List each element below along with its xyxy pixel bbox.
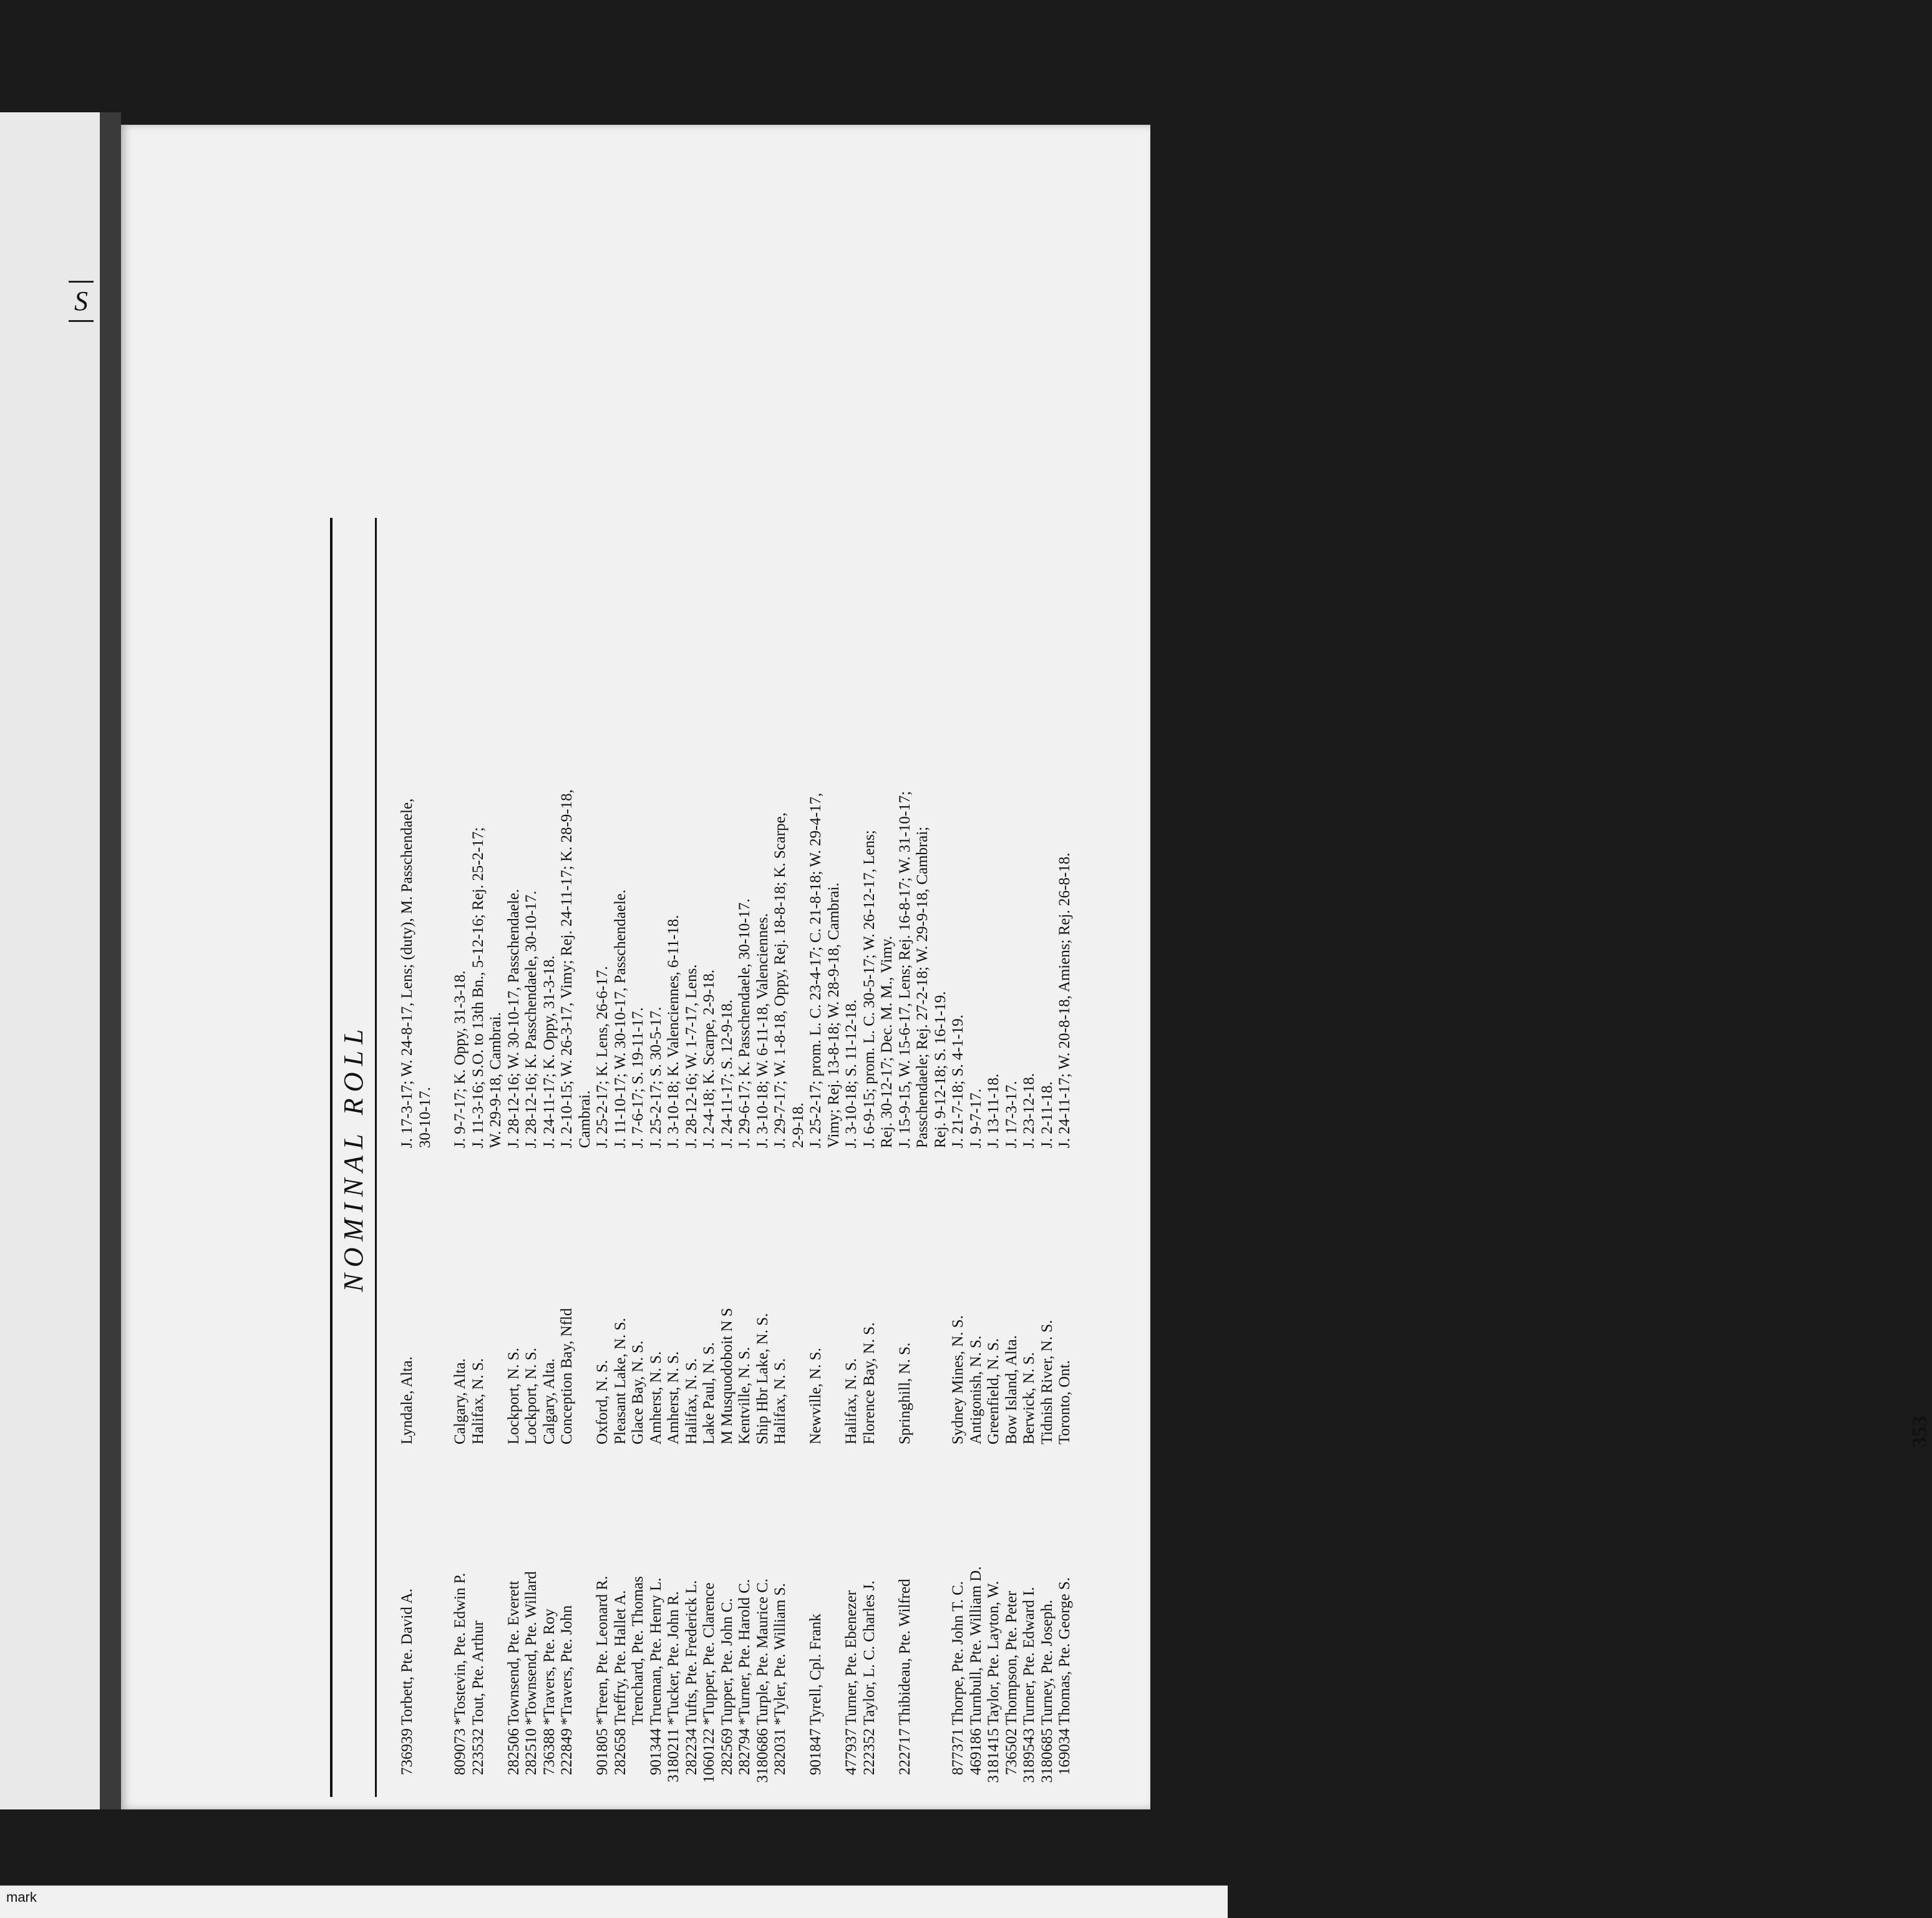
home-town: Bow Island, Alta. — [1002, 1335, 1020, 1444]
service-record: J. 9-7-17; K. Oppy, 31-3-18. — [452, 970, 468, 1148]
roll-entry — [896, 518, 915, 1797]
regimental-number: 3180685 — [1038, 1728, 1056, 1783]
service-record: J. 23-12-18. — [1021, 1073, 1037, 1148]
service-record: J. 3-10-18; S. 11-12-18. — [843, 1000, 860, 1148]
home-town: Halifax, N. S. — [682, 1358, 700, 1444]
soldier-name: Tupper, Pte. John C. — [718, 1598, 735, 1725]
regimental-number: 809073 — [452, 1728, 468, 1775]
home-town: Greenfield, N. S. — [985, 1338, 1002, 1444]
home-town: Glace Bay, N. S. — [629, 1340, 646, 1444]
header-rule-bottom — [375, 518, 377, 1797]
roll-entry — [790, 518, 808, 1797]
roll-entry — [861, 518, 879, 1797]
roll-entry — [932, 518, 950, 1797]
service-record: Passchendaele; Rej. 27-2-18; W. 29-9-18, Cambrai; — [914, 826, 931, 1148]
regimental-number: 477937 — [843, 1728, 860, 1775]
roll-entry — [417, 518, 435, 1797]
service-record: Vimy; Rej. 13-8-18; W. 28-9-18, Cambrai. — [825, 882, 842, 1148]
roll-entry — [1039, 518, 1057, 1797]
regimental-number: 282794 — [736, 1728, 753, 1775]
service-record: J. 25-2-17; prom. L. C. 23-4-17; C. 21-8-18; W. 29-4-17, — [807, 792, 824, 1148]
service-record: J. 24-11-17; K. Oppy, 31-3-18. — [540, 955, 558, 1148]
service-record: Rej. 30-12-17; Dec. M. M., Vimy. — [878, 935, 895, 1148]
regimental-number: 901805 — [594, 1728, 611, 1775]
service-record: J. 25-2-17; S. 30-5-17. — [647, 1006, 664, 1148]
soldier-name: Turney, Pte. Joseph. — [1038, 1600, 1056, 1725]
regimental-number: 469186 — [967, 1728, 984, 1775]
soldier-name: Treffry, Pte. Hallet A. — [611, 1590, 629, 1725]
regimental-number: 3189543 — [1021, 1728, 1037, 1783]
soldier-name: Turner, Pte. Edward I. — [1021, 1587, 1037, 1725]
service-record: J. 6-9-15; prom. L. C. 30-5-17; W. 26-12-17, Lens; — [860, 830, 878, 1148]
home-town: Halifax, N. S. — [772, 1358, 789, 1444]
service-record: J. 7-6-17; S. 19-11-17. — [629, 1007, 646, 1148]
service-record: J. 2-10-15; W. 26-3-17, Vimy; Rej. 24-11-17; K. 28-9-18, — [558, 789, 575, 1148]
regimental-number: 736939 — [399, 1728, 415, 1775]
regimental-number: 282658 — [611, 1728, 629, 1775]
soldier-name: Townsend, Pte. Everett — [505, 1580, 522, 1725]
home-town: Lockport, N. S. — [505, 1348, 522, 1444]
home-town: Ship Hbr Lake, N. S. — [754, 1313, 771, 1444]
roll-entry — [914, 518, 932, 1797]
soldier-name: Thibideau, Pte. Wilfred — [896, 1579, 913, 1725]
roll-entry — [1021, 518, 1039, 1797]
service-record: Rej. 9-12-18; S. 16-1-19. — [931, 991, 949, 1148]
soldier-name: Thorpe, Pte. John T. C. — [949, 1580, 966, 1725]
soldier-name: Taylor, Pte. Layton, W. — [985, 1580, 1002, 1725]
service-record: J. 24-11-17; S. 12-9-18. — [718, 1000, 735, 1148]
service-record: J. 2-11-18. — [1038, 1081, 1056, 1148]
roll-entry — [665, 518, 683, 1797]
regimental-number: 282234 — [682, 1728, 700, 1775]
soldier-name: Thomas, Pte. George S. — [1056, 1577, 1073, 1725]
regimental-number: 169034 — [1056, 1728, 1073, 1775]
home-town: Pleasant Lake, N. S. — [611, 1318, 629, 1444]
regimental-number: 901344 — [647, 1728, 664, 1775]
soldier-name: Torbett, Pte. David A. — [399, 1588, 415, 1725]
roll-entry — [505, 518, 523, 1797]
service-record: J. 2-4-18; K. Scarpe, 2-9-18. — [701, 969, 717, 1148]
roll-entry — [629, 518, 648, 1797]
roll-entry — [736, 518, 754, 1797]
row-gap — [434, 518, 452, 1797]
regimental-number: 222849 — [558, 1728, 575, 1775]
service-record: 2-9-18. — [789, 1103, 807, 1148]
bottom-strip-label: mark — [6, 1889, 37, 1905]
roll-entry — [1056, 518, 1074, 1797]
home-town: Berwick, N. S. — [1021, 1352, 1037, 1444]
service-record: J. 11-10-17; W. 30-10-17, Passchendaele. — [611, 889, 629, 1148]
home-town: Antigonish, N. S. — [967, 1335, 984, 1444]
roll-entry — [399, 518, 417, 1797]
soldier-name: *Travers, Pte. Roy — [540, 1609, 558, 1725]
roll-entry — [648, 518, 666, 1797]
soldier-name: *Tucker, Pte. John R. — [665, 1591, 682, 1725]
home-town: Tidnish River, N. S. — [1038, 1320, 1056, 1444]
roll-entry — [807, 518, 825, 1797]
service-record: J. 9-7-17. — [967, 1088, 984, 1148]
regimental-number: 223532 — [469, 1728, 487, 1775]
regimental-number: 877371 — [949, 1728, 966, 1775]
regimental-number: 282506 — [505, 1728, 522, 1775]
service-record: J. 15-9-15, W. 15-6-17, Lens; Rej. 16-8-17; W. 31-10-17; — [896, 791, 913, 1148]
roll-entry — [825, 518, 843, 1797]
home-town: Conception Bay, Nfld — [558, 1308, 575, 1444]
soldier-name: Tout, Pte. Arthur — [469, 1620, 487, 1725]
home-town: Lake Paul, N. S. — [701, 1342, 717, 1444]
soldier-name: Tyrell, Cpl. Frank — [807, 1614, 824, 1725]
roll-entry — [843, 518, 861, 1797]
service-record: J. 28-12-16; W. 30-10-17, Passchendaele. — [505, 888, 522, 1148]
service-record: J. 28-12-16; W. 1-7-17, Lens. — [682, 964, 700, 1148]
service-record: J. 25-2-17; K. Lens, 26-6-17. — [594, 966, 611, 1148]
regimental-number: 282569 — [718, 1728, 735, 1775]
rotated-page-content — [280, 518, 1931, 1797]
header-rule-top — [330, 518, 333, 1797]
home-town: Halifax, N. S. — [843, 1358, 860, 1444]
soldier-name: Trueman, Pte. Henry L. — [647, 1577, 664, 1725]
roll-entry — [719, 518, 737, 1797]
service-record: J. 3-10-18; K. Valenciennes, 6-11-18. — [665, 915, 682, 1148]
soldier-name: *Turner, Pte. Harold C. — [736, 1579, 753, 1725]
soldier-name: Turner, Pte. Ebenezer — [843, 1590, 860, 1725]
regimental-number: 3181415 — [985, 1728, 1002, 1783]
service-record: J. 17-3-17. — [1002, 1081, 1020, 1148]
regimental-number: 736502 — [1002, 1728, 1020, 1775]
roll-entry — [594, 518, 612, 1797]
roll-entry — [683, 518, 701, 1797]
soldier-name: Thompson, Pte. Peter — [1002, 1590, 1020, 1725]
service-record: J. 29-6-17; K. Passchendaele, 30-10-17. — [736, 898, 753, 1148]
roll-entry — [754, 518, 772, 1797]
soldier-name: Turnbull, Pte. William D. — [967, 1566, 984, 1725]
service-record: W. 29-9-18, Cambrai. — [487, 1012, 504, 1148]
soldier-name: *Tyler, Pte. William S. — [772, 1583, 789, 1725]
roll-entry — [968, 518, 986, 1797]
regimental-number: 3180686 — [754, 1728, 771, 1783]
left-page-running-letter: S — [69, 281, 94, 322]
regimental-number: 222717 — [896, 1728, 913, 1775]
nominal-roll-list — [399, 518, 1074, 1797]
home-town: Springhill, N. S. — [896, 1342, 913, 1444]
home-town: Newville, N. S. — [807, 1348, 824, 1444]
soldier-name: Tufts, Pte. Frederick L. — [682, 1580, 700, 1725]
home-town: Oxford, N. S. — [594, 1360, 611, 1444]
soldier-name: *Townsend, Pte. Willard — [523, 1571, 540, 1725]
home-town: Halifax, N. S. — [469, 1358, 487, 1444]
soldier-name: *Treen, Pte. Leonard R. — [594, 1575, 611, 1725]
roll-entry — [541, 518, 559, 1797]
service-record: J. 24-11-17; W. 20-8-18, Amiens; Rej. 26-8-18. — [1056, 852, 1073, 1148]
roll-entry — [1003, 518, 1021, 1797]
page-number: 353 — [1908, 1416, 1931, 1448]
service-record: Cambrai. — [576, 1090, 593, 1148]
roll-entry — [701, 518, 719, 1797]
regimental-number: 736388 — [540, 1728, 558, 1775]
home-town: Kentville, N. S. — [736, 1346, 753, 1444]
home-town: M Musquodoboit N S — [718, 1308, 735, 1444]
regimental-number: 901847 — [807, 1728, 824, 1775]
regimental-number: 282031 — [772, 1728, 789, 1775]
service-record: J. 3-10-18; W. 6-11-18, Valenciennes. — [754, 913, 771, 1148]
soldier-name: Taylor, L. C. Charles J. — [860, 1580, 878, 1725]
roll-entry — [523, 518, 541, 1797]
scanner-bottom-strip — [0, 1884, 1228, 1918]
soldier-name: *Travers, Pte. John — [558, 1605, 575, 1725]
service-record: J. 11-3-16; S.O. to 13th Bn., 5-12-16; Rej. 25-2-17; — [469, 827, 487, 1148]
roll-entry — [878, 518, 896, 1797]
soldier-name: Turple, Pte. Maurice C. — [754, 1578, 771, 1725]
left-facing-page — [0, 112, 102, 1809]
roll-entry — [949, 518, 968, 1797]
roll-entry — [985, 518, 1003, 1797]
regimental-number: 222352 — [860, 1728, 878, 1775]
book-spine — [100, 112, 121, 1809]
service-record: J. 13-11-18. — [985, 1073, 1002, 1148]
home-town: Calgary, Alta. — [540, 1358, 558, 1444]
roll-entry — [487, 518, 505, 1797]
regimental-number: 282510 — [523, 1728, 540, 1775]
page-title: NOMINAL ROLL — [338, 1023, 369, 1292]
home-town: Lockport, N. S. — [523, 1348, 540, 1444]
service-record: J. 17-3-17; W. 24-8-17, Lens; (duty), M. Passchendaele, — [399, 798, 415, 1148]
regimental-number: 1060122 — [701, 1728, 717, 1783]
home-town: Calgary, Alta. — [452, 1358, 468, 1444]
roll-entry — [576, 518, 595, 1797]
home-town: Florence Bay, N. S. — [860, 1322, 878, 1444]
roll-entry — [772, 518, 790, 1797]
roll-entry — [612, 518, 630, 1797]
soldier-name: *Tostevin, Pte. Edwin P. — [452, 1572, 468, 1725]
home-town: Amherst, N. S. — [665, 1351, 682, 1444]
service-record: 30-10-17. — [416, 1087, 434, 1148]
service-record: J. 29-7-17; W. 1-8-18, Oppy, Rej. 18-8-18; K. Scarpe, — [772, 812, 789, 1148]
home-town: Toronto, Ont. — [1056, 1360, 1073, 1444]
roll-entry — [558, 518, 576, 1797]
soldier-name: Trenchard, Pte. Thomas — [629, 1576, 646, 1725]
home-town: Amherst, N. S. — [647, 1351, 664, 1444]
soldier-name: *Tupper, Pte. Clarence — [701, 1582, 717, 1725]
regimental-number: 3180211 — [665, 1728, 682, 1783]
service-record: J. 21-7-18; S. 4-1-19. — [949, 1015, 966, 1148]
book-page — [121, 125, 1931, 1809]
roll-entry — [470, 518, 488, 1797]
roll-entry — [452, 518, 470, 1797]
service-record: J. 28-12-16; K. Passchendaele, 30-10-17. — [523, 890, 540, 1148]
home-town: Sydney Mines, N. S. — [949, 1315, 966, 1444]
home-town: Lyndale, Alta. — [399, 1356, 415, 1444]
